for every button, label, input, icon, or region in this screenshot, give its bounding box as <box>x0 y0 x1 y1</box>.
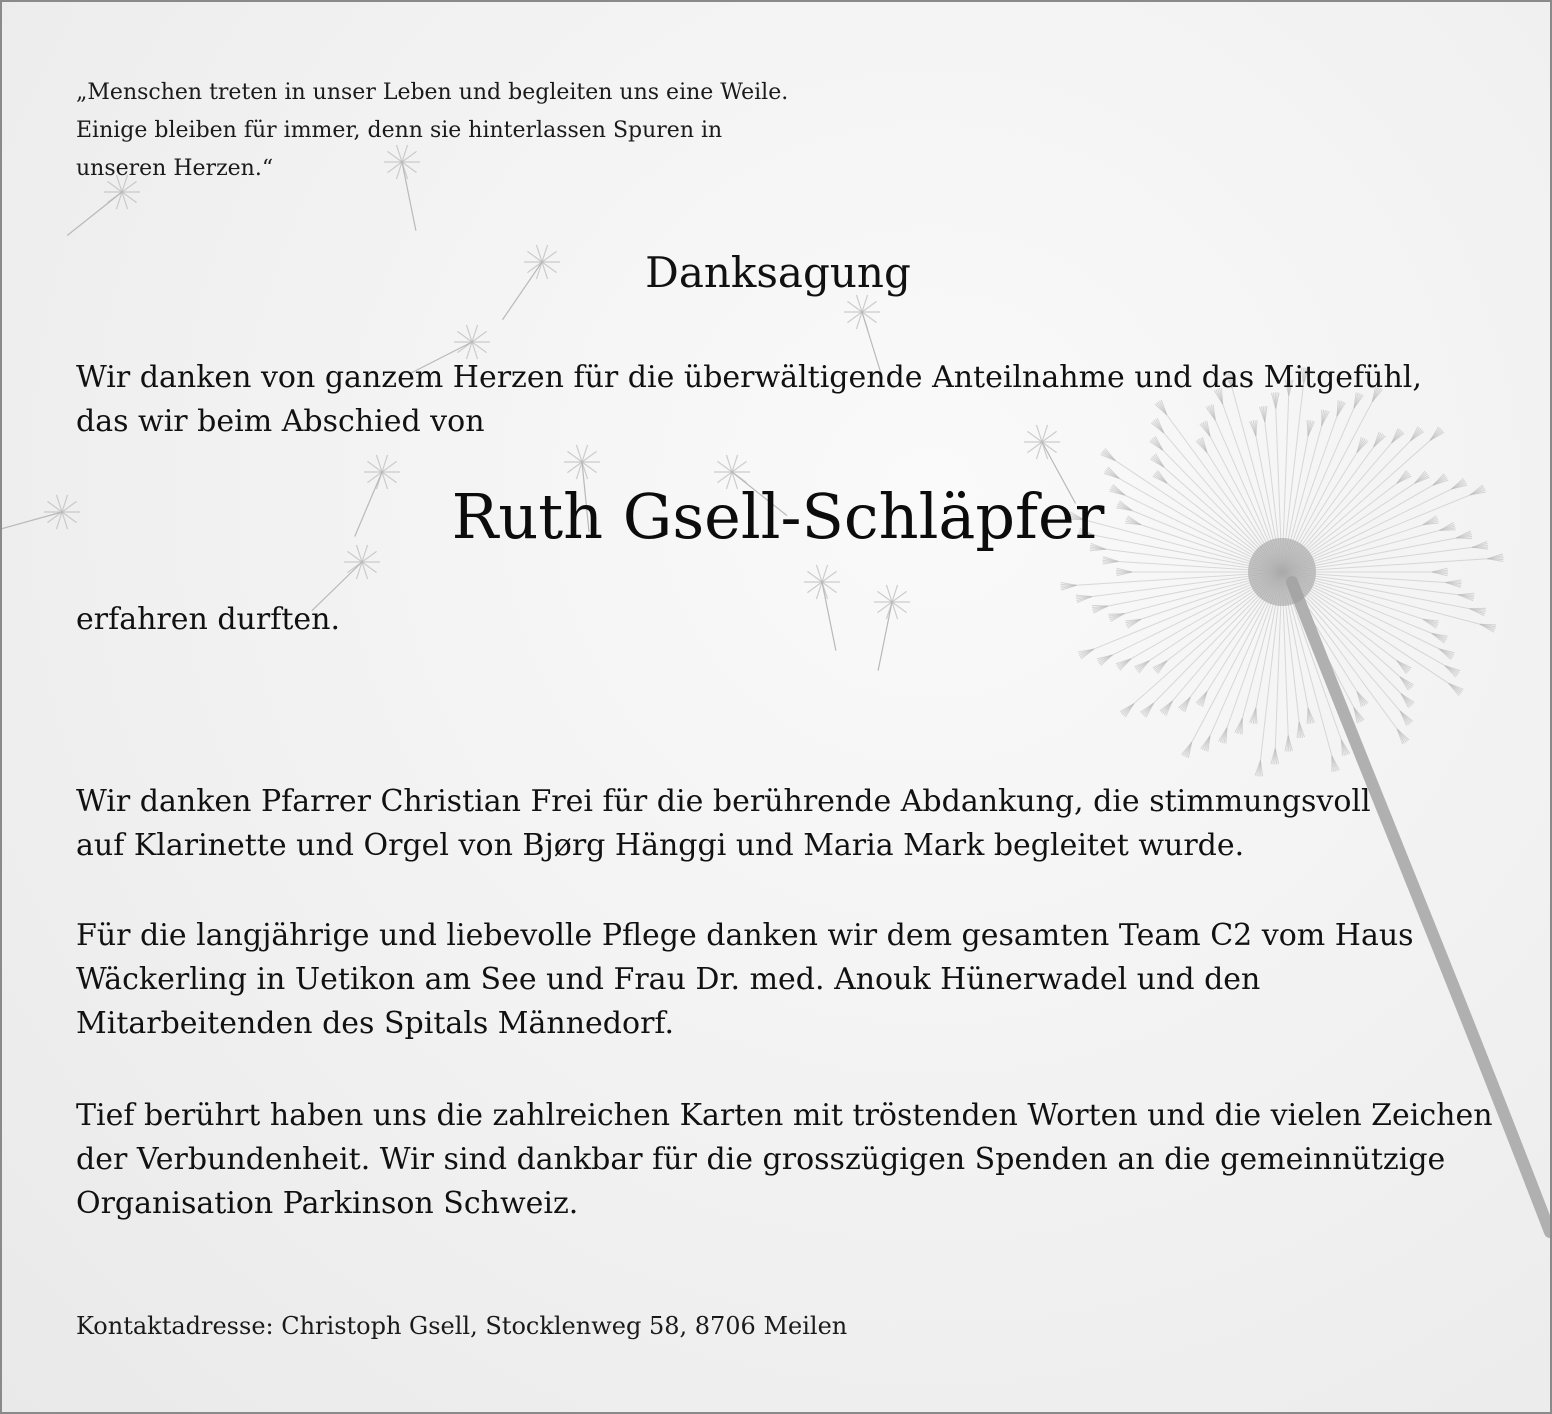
intro-end: erfahren durften. <box>76 602 340 637</box>
paragraph-donations <box>76 1094 1493 1226</box>
paragraph2-line-3: Mitarbeitenden des Spitals Männedorf. <box>76 1006 674 1041</box>
intro-line-1: Wir danken von ganzem Herzen für die überwältigende Anteilnahme und das Mitgefühl, <box>76 360 1422 395</box>
notice-title: Danksagung <box>645 248 911 297</box>
paragraph-care <box>76 914 1414 1046</box>
paragraph3-line-1: Tief berührt haben uns die zahlreichen Karten mit tröstenden Worten und die vielen Zeichen <box>76 1098 1493 1133</box>
contact-address: Kontaktadresse: Christoph Gsell, Stocklenweg 58, 8706 Meilen <box>76 1312 848 1340</box>
quote-line-1: „Menschen treten in unser Leben und begleiten uns eine Weile. <box>76 80 789 105</box>
paragraph2-line-1: Für die langjährige und liebevolle Pflege danken wir dem gesamten Team C2 vom Haus <box>76 918 1414 953</box>
paragraph2-line-2: Wäckerling in Uetikon am See und Frau Dr. med. Anouk Hünerwadel und den <box>76 962 1261 997</box>
paragraph1-line-1: Wir danken Pfarrer Christian Frei für die berührende Abdankung, die stimmungsvoll <box>76 784 1371 819</box>
paragraph3-line-3: Organisation Parkinson Schweiz. <box>76 1186 579 1221</box>
quote-line-3: unseren Herzen.“ <box>76 156 274 181</box>
quote-line-2: Einige bleiben für immer, denn sie hinterlassen Spuren in <box>76 118 723 143</box>
deceased-name: Ruth Gsell-Schläpfer <box>451 480 1105 553</box>
paragraph3-line-2: der Verbundenheit. Wir sind dankbar für die grosszügigen Spenden an die gemeinnützige <box>76 1142 1446 1177</box>
intro-text <box>76 356 1422 444</box>
opening-quote <box>76 74 788 188</box>
paragraph-ceremony <box>76 780 1371 868</box>
intro-line-2: das wir beim Abschied von <box>76 404 485 439</box>
paragraph1-line-2: auf Klarinette und Orgel von Bjørg Hänggi und Maria Mark begleitet wurde. <box>76 828 1245 863</box>
